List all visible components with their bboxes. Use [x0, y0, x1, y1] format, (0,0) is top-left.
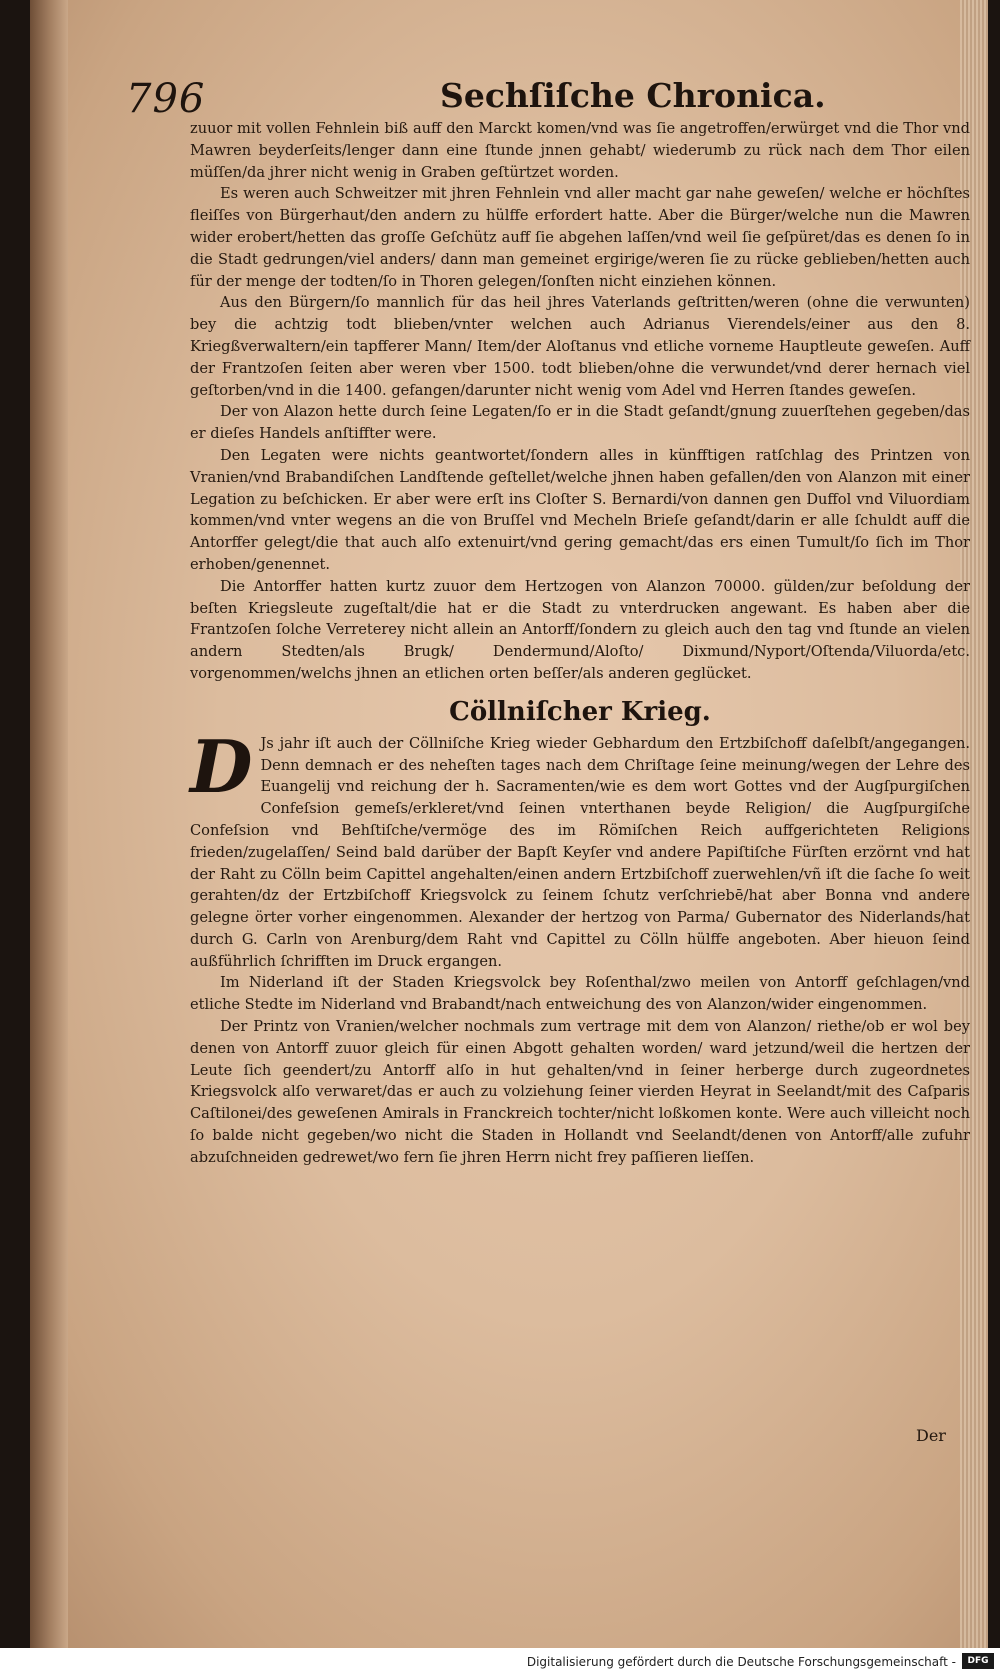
catchword: Der: [916, 1426, 946, 1445]
paragraph: Der von Alazon hette durch ſeine Legaten/ſo er in die Stadt geſandt/gnung zuuerſtehen gegeben/das er dieſes Handels anſtiffter were.: [190, 403, 970, 443]
paragraph: zuuor mit vollen Fehnlein biß auff den Marckt komen/vnd was ſie angetroffen/erwürget vnd die Thor vnd Mawren beyderſeits/lenger dann eine ſtunde jnnen gehabt/ wiederumb zu rück nach dem Thor eilen müſſen/da jhrer nicht wenig in Graben geſtürtzet worden.: [190, 120, 970, 181]
paragraph: Die Antorffer hatten kurtz zuuor dem Hertzogen von Alanzon 70000. gülden/zur beſoldung der beſten Kriegsleute zugeſtalt/die hat er die Stadt zu vnterdrucken angewant. Es haben aber die Frantzoſen ſolche Verreterey nicht allein an Antorff/ſondern zu gleich auch den tag vnd ſtunde an vielen andern Stedten/als Brugk/ Dendermund/Aloſto/ Dixmund/Nyport/Oſtenda/Viluorda/etc. vorgenommen/welchs jhnen an etlichen orten beſſer/als anderen geglücket.: [190, 577, 970, 682]
footer-bar: [0, 1648, 1000, 1676]
initial-paragraph-text: Js jahr iſt auch der Cöllniſche Krieg wieder Gebhardum den Ertzbiſchoff daſelbſt/angegangen. Denn demnach er des neheſten tages nach dem Chriſtage ſeine meinung/wegen der Lehre des Euangelij vnd reichung der h. Sacramenten/wie es dem wort Gottes vnd der Augſpurgiſchen Confeſsion gemeſs/erkleret/vnd ſeinen vnterthanen beyde Religion/ die Augſpurgiſche Confeſsion vnd Behſtiſche/vermöge des im Römiſchen Reich auffgerichteten Religions frieden/zugelaſſen/ Seind bald darüber der Bapſt Keyſer vnd andere Papiſtiſche Fürſten erzörnt vnd hat der Raht zu Cölln beim Capittel angehalten/einen andern Ertzbiſchoff zuerwehlen/vñ iſt die ſache ſo weit gerahten/dz der Ertzbiſchoff Kriegsvolck zu ſeinem ſchutz verſchriebē/hat aber Bonna vnd andere gelegne örter vorher eingenommen. Alexander der hertzog von Parma/ Gubernator des Niderlands/hat durch G. Carln von Arenburg/dem Raht vnd Capittel zu Cölln hülffe angeboten. Aber hieuon ſeind außführlich ſchrifften im Druck ergangen.: [190, 734, 970, 970]
book-page: [30, 0, 988, 1648]
page-gutter-shadow: [30, 0, 68, 1648]
paragraph: Im Niderland iſt der Staden Kriegsvolck bey Roſenthal/zwo meilen von Antorff geſchlagen/vnd etliche Stedte im Niderland vnd Brabandt/nach entweichung des von Alanzon/wider eingenommen.: [190, 974, 970, 1014]
dfg-logo: DFG: [962, 1653, 994, 1669]
drop-cap: D: [190, 723, 253, 809]
funding-notice: Digitalisierung gefördert durch die Deutsche Forschungsgemeinschaft -: [526, 1655, 956, 1669]
text-block: [190, 118, 970, 1169]
section-heading: Cöllniſcher Krieg.: [449, 696, 711, 727]
page-number: 796: [126, 76, 206, 122]
paragraph: Es weren auch Schweitzer mit jhren Fehnlein vnd aller macht gar nahe geweſen/ welche er höchſtes fleiſſes von Bürgerhaut/den andern zu hülffe erfordert hatte. Aber die Bürger/welche nun die Mawren wider erobert/hetten das groſſe Geſchütz auff ſie abgehen laſſen/vnd weil ſie geſpüret/das es denen ſo in die Stadt gedrungen/viel anders/ dann man gemeinet ergirige/weren ſie zu rücke geblieben/hetten auch für der menge der todten/ſo in Thoren gelegen/ſonſten nicht einziehen können.: [190, 185, 970, 290]
running-head: Sechſiſche Chronica.: [440, 76, 826, 115]
paragraph: Der Printz von Vranien/welcher nochmals zum vertrage mit dem von Alanzon/ riethe/ob er wol bey denen von Antorff zuuor gleich für einen Abgott gehalten worden/ ward jetzund/weil die hertzen der Leute ſich geendert/zu Antorff alſo in hut gehalten/vnd in ſeiner herberge durch zugeordnetes Kriegsvolck alſo verwaret/das er auch zu volziehung ſeiner vierden Heyrat in Seelandt/mit des Caſparis Caſtilonei/des geweſenen Amirals in Franckreich tochter/nicht loßkomen konte. Were auch villeicht noch ſo balde nicht gegeben/wo nicht die Staden in Hollandt vnd Seelandt/denen von Antorff/alle zufuhr abzuſchneiden gedrewet/wo fern ſie jhren Herrn nicht frey paſſieren lieſſen.: [190, 1018, 970, 1166]
paragraph: Den Legaten were nichts geantwortet/ſondern alles in künfftigen ratſchlag des Printzen von Vranien/vnd Brabandiſchen Landſtende geſtellet/welche jhnen haben gefallen/den von Alanzon mit einer Legation zu beſchicken. Er aber were erſt ins Cloſter S. Bernardi/von dannen gen Duffol vnd Viluordiam kommen/vnd vnter wegens an die von Bruſſel vnd Mecheln Brieſe geſandt/darin er alle ſchuldt auff die Antorffer gelegt/die that auch alſo extenuirt/vnd gering gemacht/das ers einen Tumult/ſo ſich im Thor erhoben/genennet.: [190, 446, 970, 573]
initial-paragraph: [190, 723, 970, 973]
paragraph: Aus den Bürgern/ſo mannlich für das heil jhres Vaterlands geſtritten/weren (ohne die verwunten) bey die achtzig todt blieben/vnter welchen auch Adrianus Vierendels/einer aus den 8. Kriegßverwaltern/ein tapfferer Mann/ Item/der Aloſtanus vnd etliche vorneme Hauptleute geweſen. Auff der Frantzoſen ſeiten aber weren vber 1500. todt blieben/ohne die verwundet/vnd derer hernach viel geſtorben/vnd in die 1400. gefangen/darunter nicht wenig vom Adel vnd Herren ſtandes geweſen.: [190, 294, 970, 399]
